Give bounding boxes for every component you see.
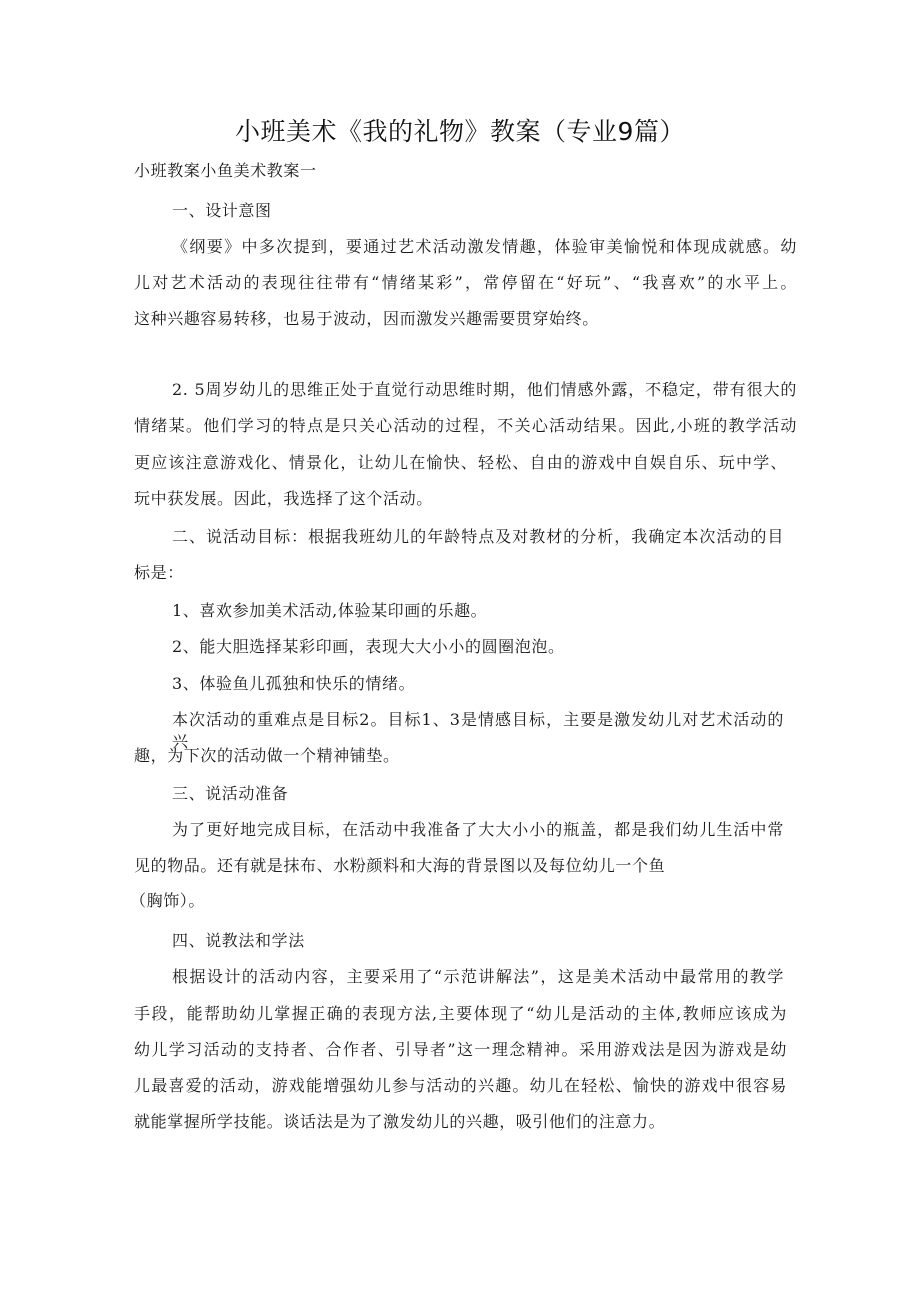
paragraph-line: 儿对艺术活动的表现往往带有“情绪某彩”，常停留在“好玩”、“我喜欢”的水平上。 — [134, 273, 797, 292]
goal-item: 1、喜欢参加美术活动,体验某印画的乐趣。 — [172, 601, 488, 620]
goal-item: 3、体验鱼儿孤独和快乐的情绪。 — [172, 674, 416, 693]
paragraph-line: 玩中获发展。因此，我选择了这个活动。 — [134, 489, 433, 508]
section-heading-design-intent: 一、设计意图 — [172, 201, 272, 220]
paragraph-line: （胸饰）。 — [130, 891, 206, 910]
section-heading-preparation: 三、说活动准备 — [172, 784, 289, 803]
document-title: 小班美术《我的礼物》教案（专业9篇） — [235, 117, 685, 146]
paragraph-line: 本次活动的重难点是目标2。目标1、3是情感目标，主要是激发幼儿对艺术活动的兴 — [172, 710, 784, 751]
paragraph-line: 2. 5周岁幼儿的思维正处于直觉行动思维时期，他们情感外露，不稳定，带有很大的 — [172, 380, 797, 399]
paragraph-line: 更应该注意游戏化、情景化，让幼儿在愉快、轻松、自由的游戏中自娱自乐、玩中学、 — [134, 453, 787, 472]
paragraph-line: 见的物品。还有就是抹布、水粉颜料和大海的背景图以及每位幼儿一个鱼 — [134, 856, 666, 875]
section-heading-goals-cont: 标是： — [134, 563, 184, 582]
paragraph-line: 趣，为下次的活动做一个精神铺垫。 — [134, 746, 400, 765]
paragraph-line: 幼儿学习活动的支持者、合作者、引导者”这一理念精神。采用游戏法是因为游戏是幼 — [134, 1040, 787, 1059]
subtitle: 小班教案小鱼美术教案一 — [134, 161, 317, 180]
paragraph-line: 这种兴趣容易转移，也易于波动，因而激发兴趣需要贯穿始终。 — [134, 309, 599, 328]
paragraph-line: 儿最喜爱的活动，游戏能增强幼儿参与活动的兴趣。幼儿在轻松、愉快的游戏中很容易 — [134, 1076, 787, 1095]
section-heading-goals: 二、说活动目标：根据我班幼儿的年龄特点及对教材的分析，我确定本次活动的目 — [172, 527, 784, 546]
paragraph-line: 《纲要》中多次提到，要通过艺术活动激发情趣，体验审美愉悦和体现成就感。幼 — [172, 237, 797, 256]
paragraph-line: 根据设计的活动内容，主要采用了“示范讲解法”，这是美术活动中最常用的教学 — [172, 967, 784, 986]
paragraph-line: 手段，能帮助幼儿掌握正确的表现方法,主要体现了“幼儿是活动的主体,教师应该成为 — [134, 1004, 787, 1023]
section-heading-methods: 四、说教法和学法 — [172, 931, 305, 950]
paragraph-line: 就能掌握所学技能。谈话法是为了激发幼儿的兴趣，吸引他们的注意力。 — [134, 1112, 666, 1131]
paragraph-line: 为了更好地完成目标，在活动中我准备了大大小小的瓶盖，都是我们幼儿生活中常 — [172, 820, 784, 839]
paragraph-line: 情绪某。他们学习的特点是只关心活动的过程，不关心活动结果。因此,小班的教学活动 — [134, 416, 797, 435]
goal-item: 2、能大胆选择某彩印画，表现大大小小的圆圈泡泡。 — [172, 637, 565, 656]
